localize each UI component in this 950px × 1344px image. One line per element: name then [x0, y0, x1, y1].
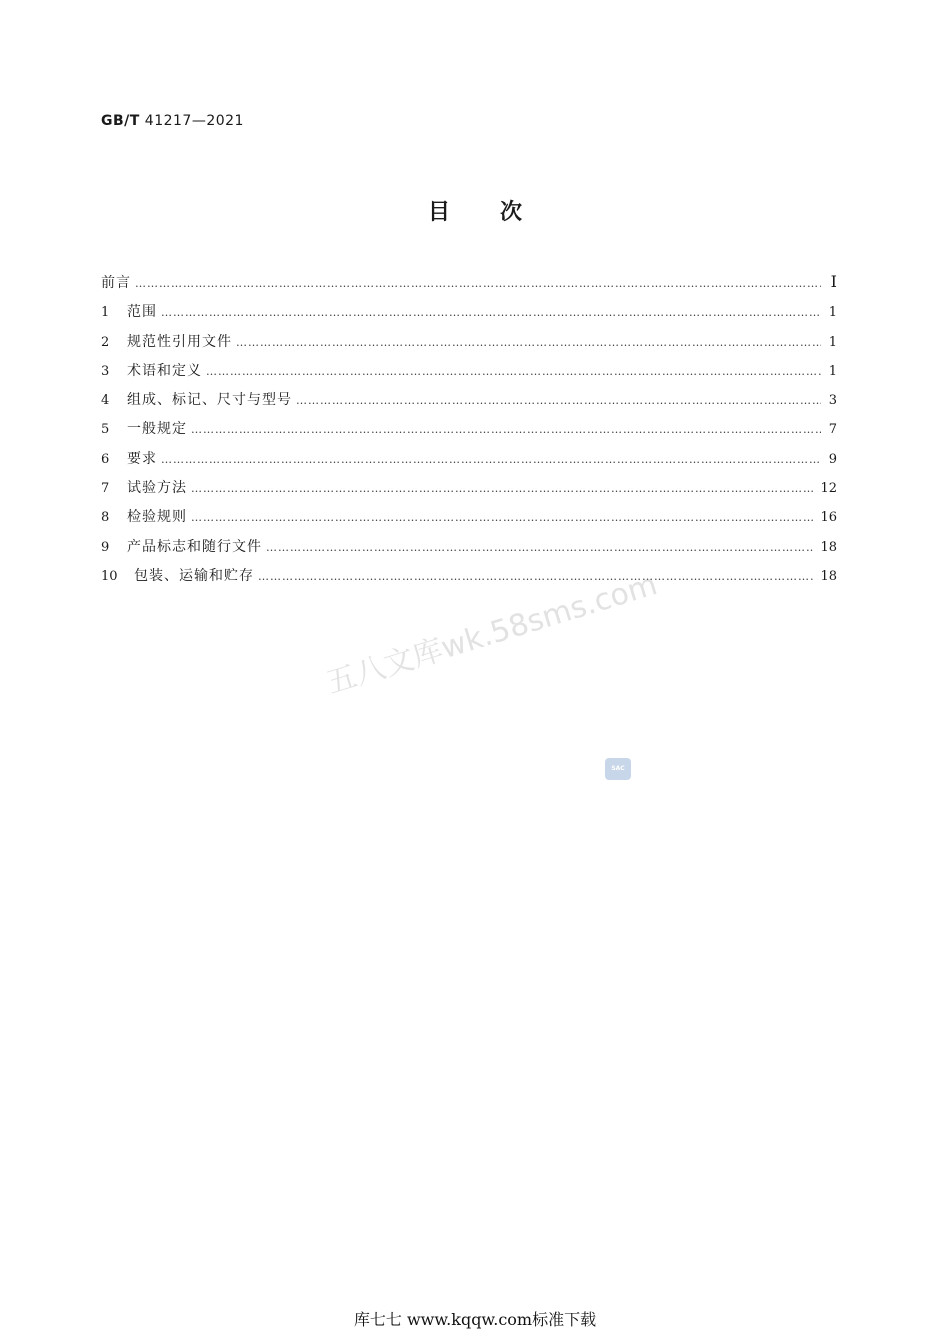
toc-row[interactable]: [101, 301, 837, 330]
toc-number: 2: [101, 334, 110, 350]
toc-number: 5: [101, 422, 110, 438]
toc-row[interactable]: [101, 477, 837, 506]
toc-number: 9: [101, 539, 110, 555]
toc-page: 18: [820, 539, 837, 555]
toc-row[interactable]: [101, 448, 837, 477]
toc-leader: [191, 423, 821, 436]
toc-label: 规范性引用文件: [127, 333, 232, 350]
toc-leader: [161, 453, 821, 466]
toc-label: 要求: [127, 450, 157, 467]
toc-page: Ⅰ: [830, 272, 837, 291]
toc-leader: [296, 394, 821, 407]
footer-text: 库七七 www.kqqw.com标准下载: [353, 1310, 597, 1329]
toc-label: 包装、运输和贮存: [134, 567, 254, 584]
toc-label: 一般规定: [127, 421, 187, 438]
standard-code-prefix: GB/T: [101, 113, 140, 129]
toc-page: 12: [820, 481, 837, 497]
toc-label: 前言: [101, 275, 131, 291]
toc-leader: [258, 570, 814, 583]
standard-code: [101, 113, 244, 129]
toc-leader: [206, 365, 821, 378]
toc-row[interactable]: [101, 331, 837, 360]
toc-number: 4: [101, 393, 110, 409]
toc-page: 1: [828, 334, 837, 350]
toc-label: 范围: [127, 304, 157, 321]
toc-number: 8: [101, 510, 110, 526]
toc-number: 1: [101, 305, 110, 321]
toc-leader: [191, 482, 814, 495]
toc-page: 18: [820, 568, 837, 584]
toc-label: 产品标志和随行文件: [127, 538, 262, 555]
toc-page: 1: [828, 305, 837, 321]
sac-logo-icon: SAC: [605, 758, 631, 780]
toc-page: 3: [828, 393, 837, 409]
toc-row[interactable]: [101, 272, 837, 301]
watermark-text: 五八文库wk.58sms.com: [322, 567, 662, 702]
toc-page: 16: [820, 510, 837, 526]
toc-leader: [236, 336, 821, 349]
toc-leader: [191, 511, 814, 524]
toc-number: 3: [101, 363, 110, 379]
toc-row[interactable]: [101, 506, 837, 535]
toc-row[interactable]: [101, 360, 837, 389]
toc-leader: [266, 541, 814, 554]
toc-row[interactable]: [101, 536, 837, 565]
standard-code-number: 41217—2021: [144, 113, 244, 129]
toc-leader: [161, 306, 821, 319]
toc-label: 组成、标记、尺寸与型号: [127, 392, 292, 409]
toc-label: 检验规则: [127, 509, 187, 526]
page-title: 目次: [427, 200, 572, 225]
toc-number: 6: [101, 451, 110, 467]
toc-leader: [135, 277, 821, 290]
toc-page: 7: [828, 422, 837, 438]
toc-number: 7: [101, 481, 110, 497]
toc-number: 10: [101, 568, 118, 584]
table-of-contents: [101, 272, 837, 594]
toc-label: 术语和定义: [127, 362, 202, 379]
toc-label: 试验方法: [127, 480, 187, 497]
toc-page: 1: [828, 363, 837, 379]
toc-row[interactable]: [101, 565, 837, 594]
toc-row[interactable]: [101, 389, 837, 418]
toc-page: 9: [828, 451, 837, 467]
toc-row[interactable]: [101, 418, 837, 447]
